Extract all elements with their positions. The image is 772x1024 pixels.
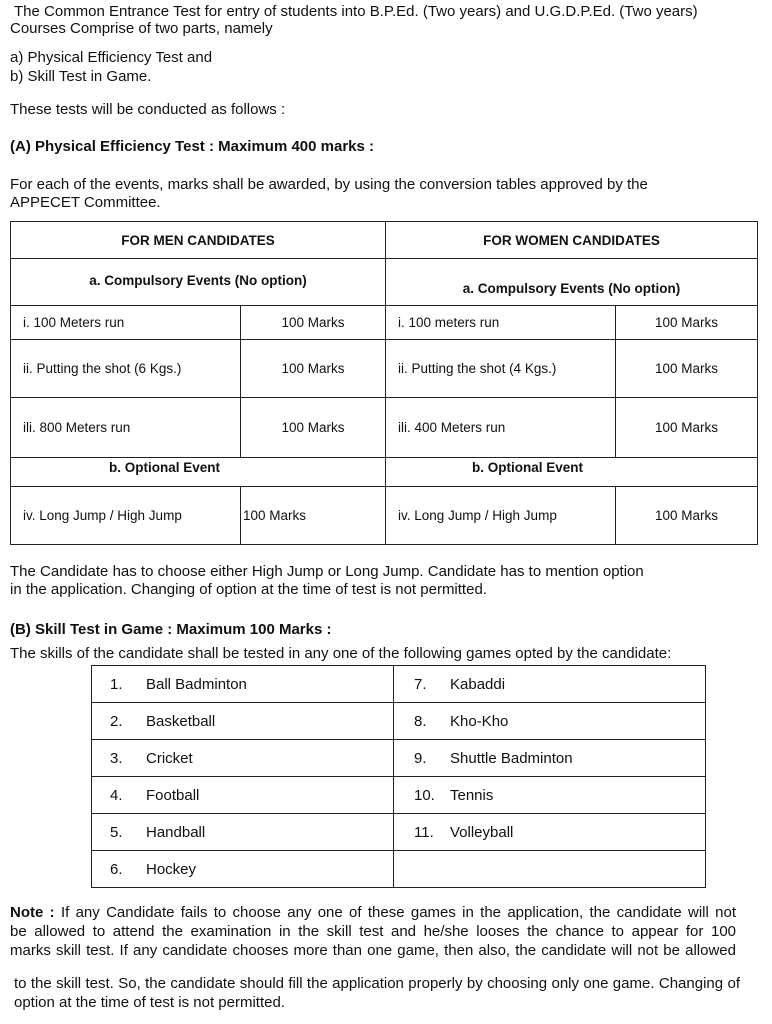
note-line-1 (10, 904, 736, 922)
table-row (92, 851, 706, 888)
men-marks: 100 Marks (241, 487, 386, 545)
men-event: i. 100 Meters run (11, 306, 241, 340)
games-table (91, 665, 706, 888)
table-row (92, 777, 706, 814)
game-number: 2. (110, 712, 123, 730)
conducted-text: These tests will be conducted as follows : (10, 101, 286, 118)
list-item (92, 703, 394, 740)
women-optional-label: b. Optional Event (386, 458, 758, 487)
women-event: i. 100 meters run (386, 306, 616, 340)
game-number: 4. (110, 786, 123, 804)
game-name: Ball Badminton (146, 675, 247, 693)
game-number: 7. (414, 675, 427, 693)
game-number: 1. (110, 675, 123, 693)
list-item (394, 666, 706, 703)
optional-subheader-row (11, 458, 758, 487)
empty-cell (394, 851, 706, 888)
note-line-4: to the skill test. So, the candidate should fill the application properly by choosing only one game. Changing of (14, 975, 740, 992)
game-name: Hockey (146, 860, 197, 878)
women-event: iv. Long Jump / High Jump (386, 487, 616, 545)
list-item (92, 666, 394, 703)
game-name: Football (146, 786, 200, 804)
game-number: 8. (414, 712, 427, 730)
section-a-desc-line-1: For each of the events, marks shall be awarded, by using the conversion tables approved by the (10, 176, 648, 193)
women-marks: 100 Marks (616, 398, 758, 458)
game-number: 10. (414, 786, 435, 804)
game-name: Shuttle Badminton (450, 749, 573, 767)
jump-note-line-1: The Candidate has to choose either High Jump or Long Jump. Candidate has to mention option (10, 563, 644, 580)
intro-line-2: Courses Comprise of two parts, namely (10, 20, 273, 37)
table-row (92, 666, 706, 703)
game-name: Volleyball (450, 823, 514, 841)
table-row (92, 703, 706, 740)
part-b-item: b) Skill Test in Game. (10, 68, 152, 85)
men-event: ili. 800 Meters run (11, 398, 241, 458)
note-line-5: option at the time of test is not permitted. (14, 994, 285, 1011)
table-row (92, 740, 706, 777)
list-item (394, 814, 706, 851)
table-row (11, 487, 758, 545)
game-number: 5. (110, 823, 123, 841)
note-line-2: be allowed to attend the examination in the skill test and he/she looses the chance to appear for 100 (10, 923, 736, 940)
note-text-1: If any Candidate fails to choose any one of these games in the application, the candidate will not (60, 904, 737, 921)
table-row (11, 398, 758, 458)
events-table (10, 221, 758, 545)
women-marks: 100 Marks (616, 340, 758, 398)
women-marks: 100 Marks (616, 306, 758, 340)
game-name: Handball (146, 823, 206, 841)
game-number: 11. (414, 823, 434, 841)
men-marks: 100 Marks (241, 340, 386, 398)
table-row (11, 306, 758, 340)
table-header-row (11, 222, 758, 259)
women-event: ili. 400 Meters run (386, 398, 616, 458)
game-name: Kabaddi (450, 675, 506, 693)
list-item (92, 851, 394, 888)
men-header: FOR MEN CANDIDATES (11, 222, 386, 259)
women-marks: 100 Marks (616, 487, 758, 545)
men-marks: 100 Marks (241, 398, 386, 458)
list-item (394, 740, 706, 777)
section-a-heading: (A) Physical Efficiency Test : Maximum 400 marks : (10, 138, 375, 155)
note-line-3: marks skill test. If any candidate chooses more than one game, then also, the candidate will not be allowed (10, 942, 736, 959)
section-b-desc: The skills of the candidate shall be tested in any one of the following games opted by the candidate: (10, 645, 672, 662)
note-label: Note : (10, 904, 55, 921)
men-event: iv. Long Jump / High Jump (11, 487, 241, 545)
list-item (394, 777, 706, 814)
intro-line-1: The Common Entrance Test for entry of students into B.P.Ed. (Two years) and U.G.D.P.Ed. (Two years) (14, 3, 698, 20)
women-event: ii. Putting the shot (4 Kgs.) (386, 340, 616, 398)
men-event: ii. Putting the shot (6 Kgs.) (11, 340, 241, 398)
game-name: Basketball (146, 712, 216, 730)
section-a-desc-line-2: APPECET Committee. (10, 194, 161, 211)
list-item (92, 777, 394, 814)
men-optional-label: b. Optional Event (11, 458, 386, 487)
compulsory-subheader-row (11, 259, 758, 306)
part-a-item: a) Physical Efficiency Test and (10, 49, 213, 66)
table-row (11, 340, 758, 398)
women-header: FOR WOMEN CANDIDATES (386, 222, 758, 259)
game-name: Kho-Kho (450, 712, 509, 730)
game-name: Cricket (146, 749, 193, 767)
list-item (92, 814, 394, 851)
game-number: 9. (414, 749, 427, 767)
women-compulsory-label: a. Compulsory Events (No option) (386, 259, 758, 306)
list-item (394, 703, 706, 740)
section-b-heading: (B) Skill Test in Game : Maximum 100 Marks : (10, 621, 332, 638)
jump-note-line-2: in the application. Changing of option at the time of test is not permitted. (10, 581, 487, 598)
game-name: Tennis (450, 786, 494, 804)
game-number: 6. (110, 860, 123, 878)
list-item (92, 740, 394, 777)
table-row (92, 814, 706, 851)
men-marks: 100 Marks (241, 306, 386, 340)
men-compulsory-label: a. Compulsory Events (No option) (11, 259, 386, 306)
game-number: 3. (110, 749, 123, 767)
